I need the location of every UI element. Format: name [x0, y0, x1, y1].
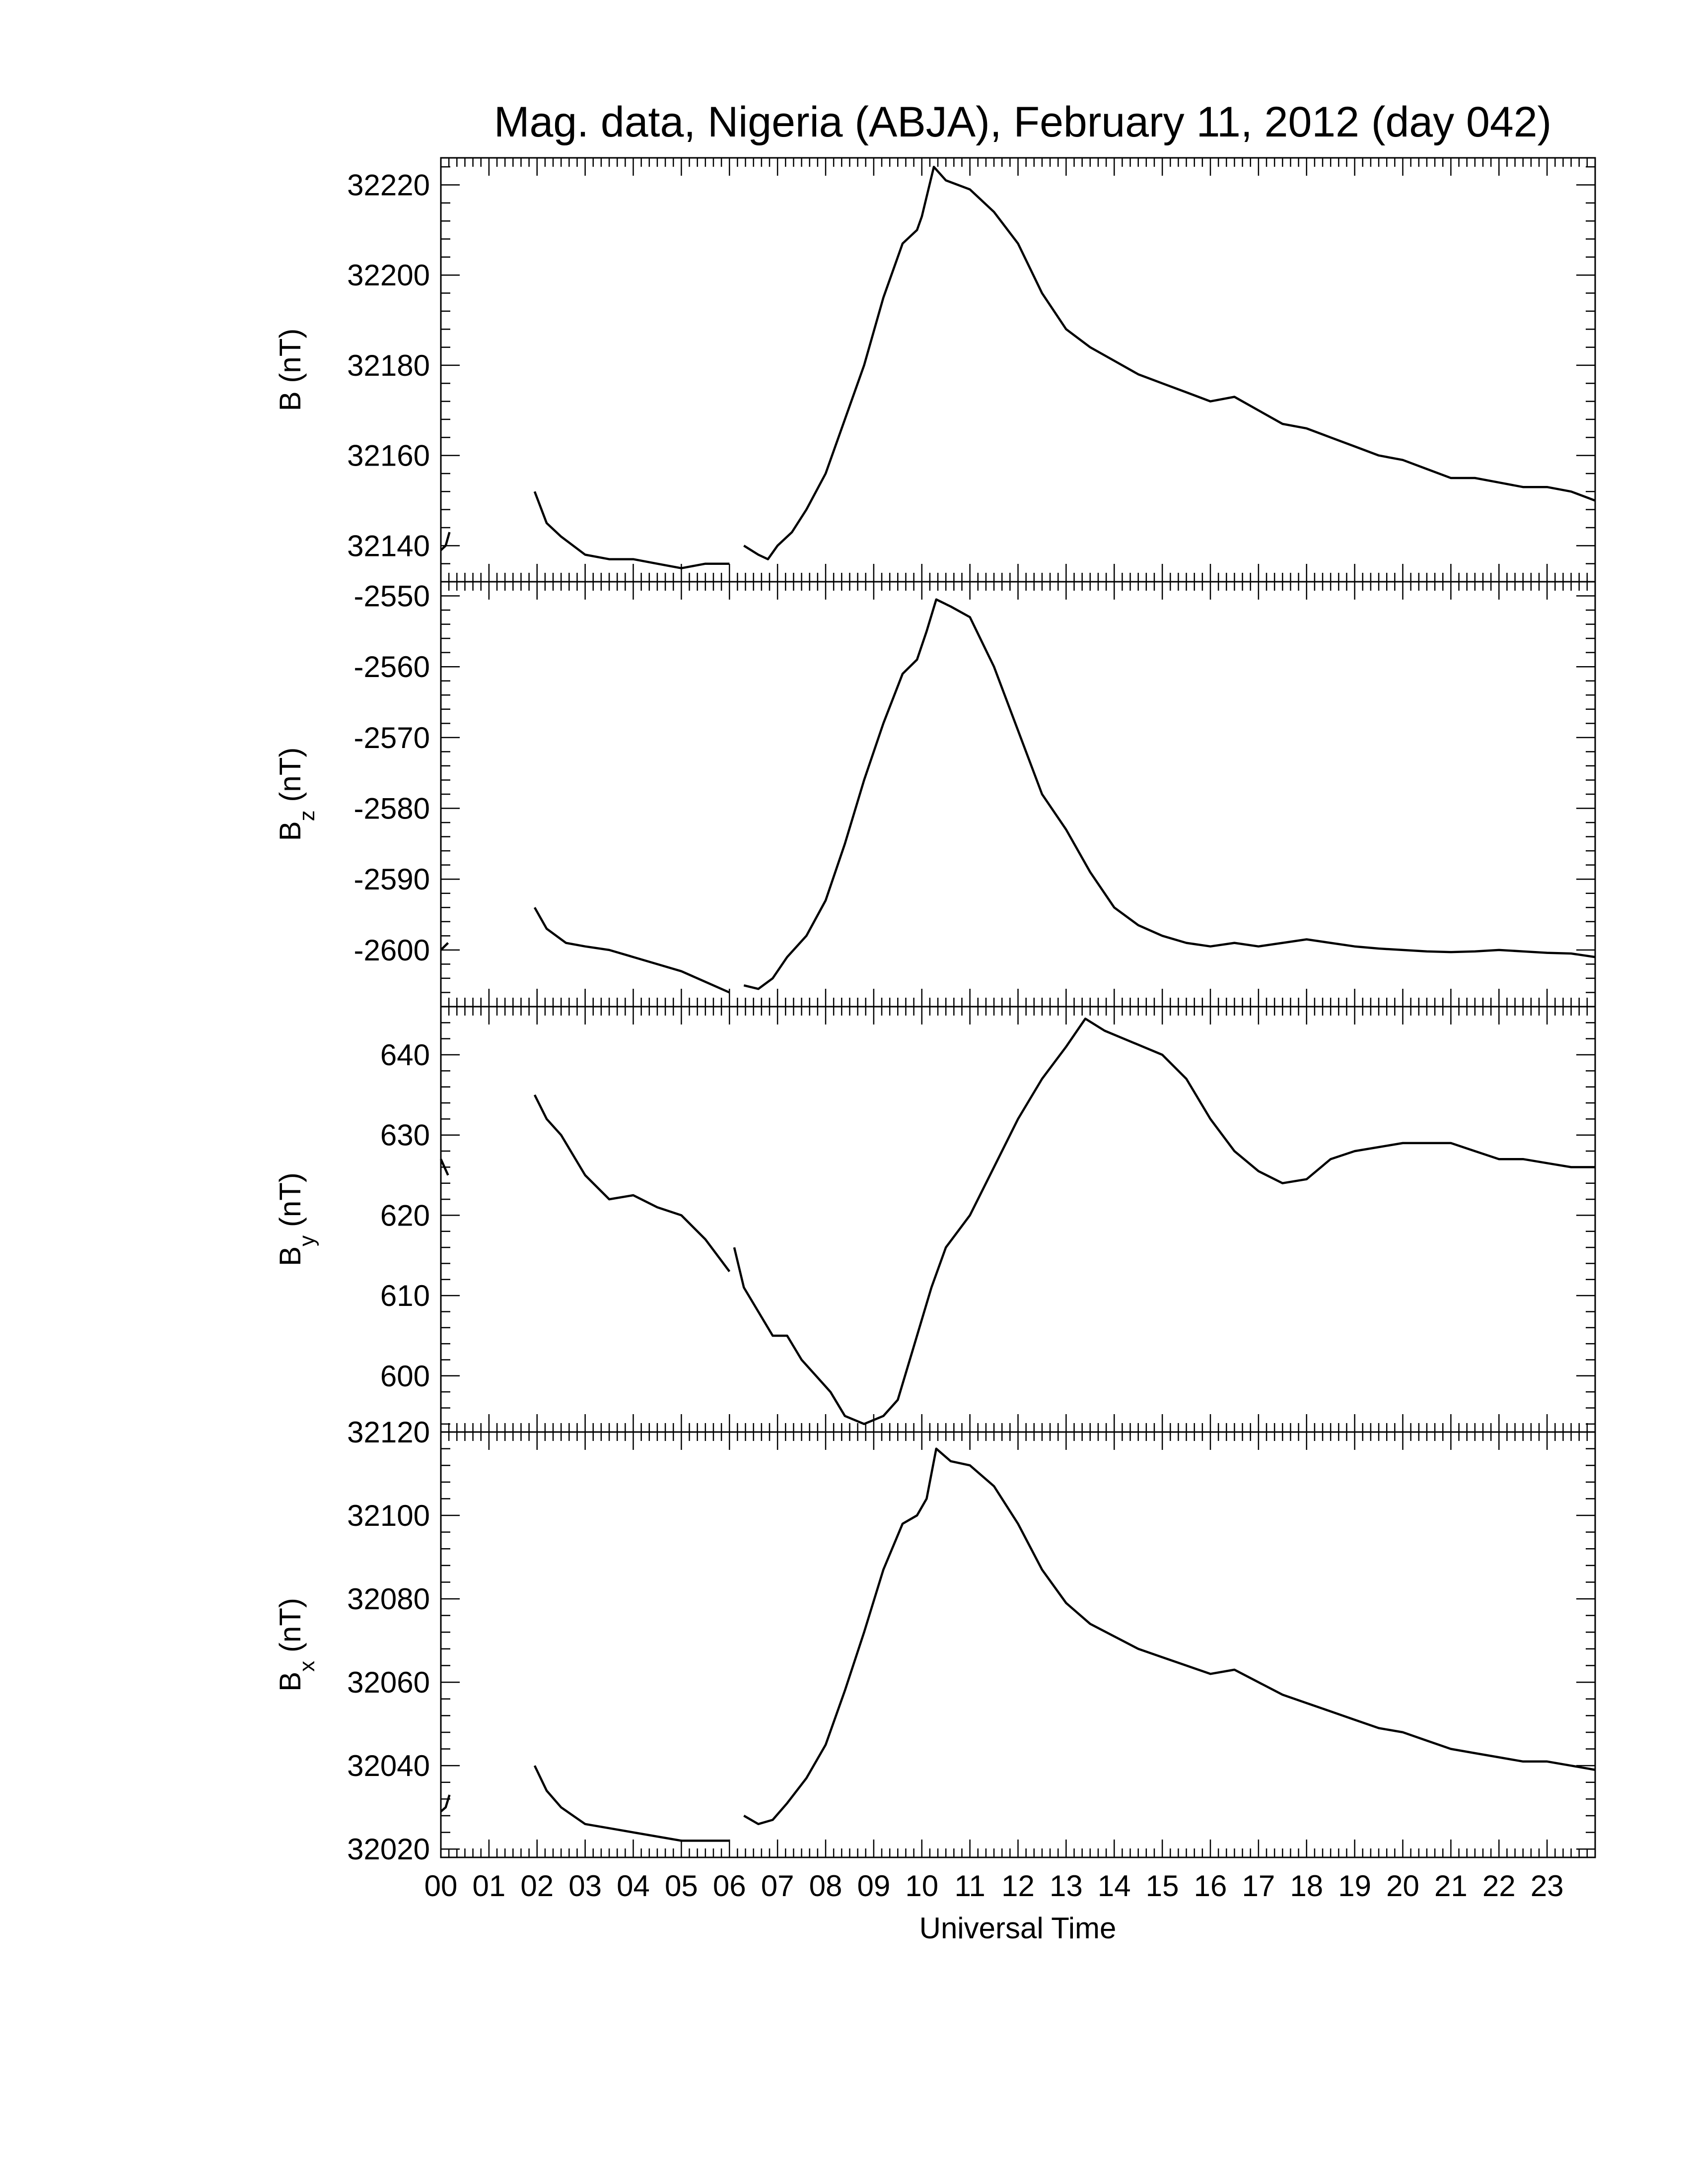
x-tick-label: 16: [1194, 1869, 1227, 1903]
y-axis-label: [274, 1598, 319, 1692]
x-tick-label: 09: [857, 1869, 891, 1903]
x-tick-label: 05: [665, 1869, 698, 1903]
panel-By: [274, 1007, 1595, 1432]
y-axis-label-sub: x: [295, 1660, 319, 1672]
y-tick-label: 32200: [347, 259, 430, 292]
y-tick-label: 32160: [347, 439, 430, 473]
x-tick-label: 03: [568, 1869, 602, 1903]
y-tick-label: 640: [380, 1038, 430, 1072]
y-axis-label-unit: (nT): [274, 328, 307, 392]
y-tick-label: 32140: [347, 529, 430, 563]
series-line-Bz: [744, 600, 1595, 989]
y-tick-label: -2550: [353, 579, 430, 613]
x-tick-label: 04: [617, 1869, 650, 1903]
panel-frame: [441, 158, 1595, 582]
y-tick-label: 32220: [347, 168, 430, 202]
y-axis-label-main: B: [274, 821, 307, 841]
x-tick-label: 10: [905, 1869, 939, 1903]
x-tick-label: 21: [1434, 1869, 1468, 1903]
series-line-B: [441, 532, 449, 550]
y-axis-label-unit: (nT): [274, 1172, 307, 1235]
x-axis-label: Universal Time: [919, 1911, 1117, 1945]
x-tick-label: 01: [472, 1869, 506, 1903]
y-tick-label: -2560: [353, 650, 430, 684]
y-tick-label: 32120: [347, 1416, 430, 1449]
x-tick-label: 12: [1001, 1869, 1035, 1903]
y-tick-label: -2590: [353, 863, 430, 896]
y-tick-label: 630: [380, 1118, 430, 1152]
x-tick-label: 19: [1338, 1869, 1371, 1903]
x-tick-label: 23: [1530, 1869, 1564, 1903]
y-tick-label: 32040: [347, 1749, 430, 1783]
y-axis-label-main: B: [274, 1246, 307, 1266]
y-tick-label: 32180: [347, 348, 430, 382]
x-tick-label: 18: [1290, 1869, 1324, 1903]
figure-title: Mag. data, Nigeria (ABJA), February 11, 2012 (day 042): [493, 98, 1552, 146]
y-tick-label: 32020: [347, 1833, 430, 1866]
y-tick-label: -2600: [353, 933, 430, 967]
panel-Bz: [274, 580, 1595, 1007]
series-line-Bx: [535, 1766, 729, 1841]
x-tick-label: 00: [424, 1869, 458, 1903]
y-tick-label: 32100: [347, 1499, 430, 1533]
series-line-Bx: [744, 1449, 1595, 1824]
panel-frame: [441, 1007, 1595, 1432]
y-axis-label-sub: y: [295, 1235, 319, 1246]
panel-Bx: [274, 1416, 1595, 1866]
x-tick-label: 06: [712, 1869, 746, 1903]
series-line-B: [535, 491, 729, 568]
x-tick-label: 13: [1050, 1869, 1083, 1903]
y-axis-label-unit: (nT): [274, 747, 307, 811]
y-tick-label: -2570: [353, 721, 430, 754]
y-tick-label: -2580: [353, 792, 430, 825]
y-tick-label: 32080: [347, 1582, 430, 1616]
y-tick-label: 610: [380, 1279, 430, 1313]
y-axis-label-unit: (nT): [274, 1598, 307, 1661]
series-line-By: [535, 1095, 729, 1272]
y-tick-label: 620: [380, 1199, 430, 1232]
series-line-B: [744, 167, 1595, 559]
y-axis-label: [274, 329, 307, 411]
series-line-Bz: [441, 943, 448, 950]
x-tick-label: 22: [1482, 1869, 1516, 1903]
x-tick-label: 17: [1242, 1869, 1275, 1903]
y-tick-label: 32060: [347, 1666, 430, 1700]
x-tick-label: 02: [520, 1869, 554, 1903]
y-tick-label: 600: [380, 1359, 430, 1393]
y-axis-label: [274, 748, 319, 841]
x-axis: [424, 1869, 1564, 1903]
x-tick-label: 20: [1386, 1869, 1419, 1903]
x-tick-label: 14: [1097, 1869, 1131, 1903]
y-axis-label-sub: z: [295, 810, 319, 821]
y-axis-label-main: B: [274, 1671, 307, 1692]
series-line-Bz: [535, 907, 729, 992]
panel-frame: [441, 1432, 1595, 1857]
x-tick-label: 08: [809, 1869, 843, 1903]
panel-B: [274, 158, 1595, 582]
panel-frame: [441, 582, 1595, 1007]
series-line-Bx: [441, 1795, 449, 1812]
x-tick-label: 07: [761, 1869, 794, 1903]
x-tick-label: 15: [1145, 1869, 1179, 1903]
panels: [274, 158, 1595, 1866]
y-axis-label: [274, 1172, 319, 1266]
x-tick-label: 11: [954, 1869, 985, 1903]
series-line-By: [734, 1019, 1595, 1424]
y-axis-label-main: B: [274, 391, 307, 411]
